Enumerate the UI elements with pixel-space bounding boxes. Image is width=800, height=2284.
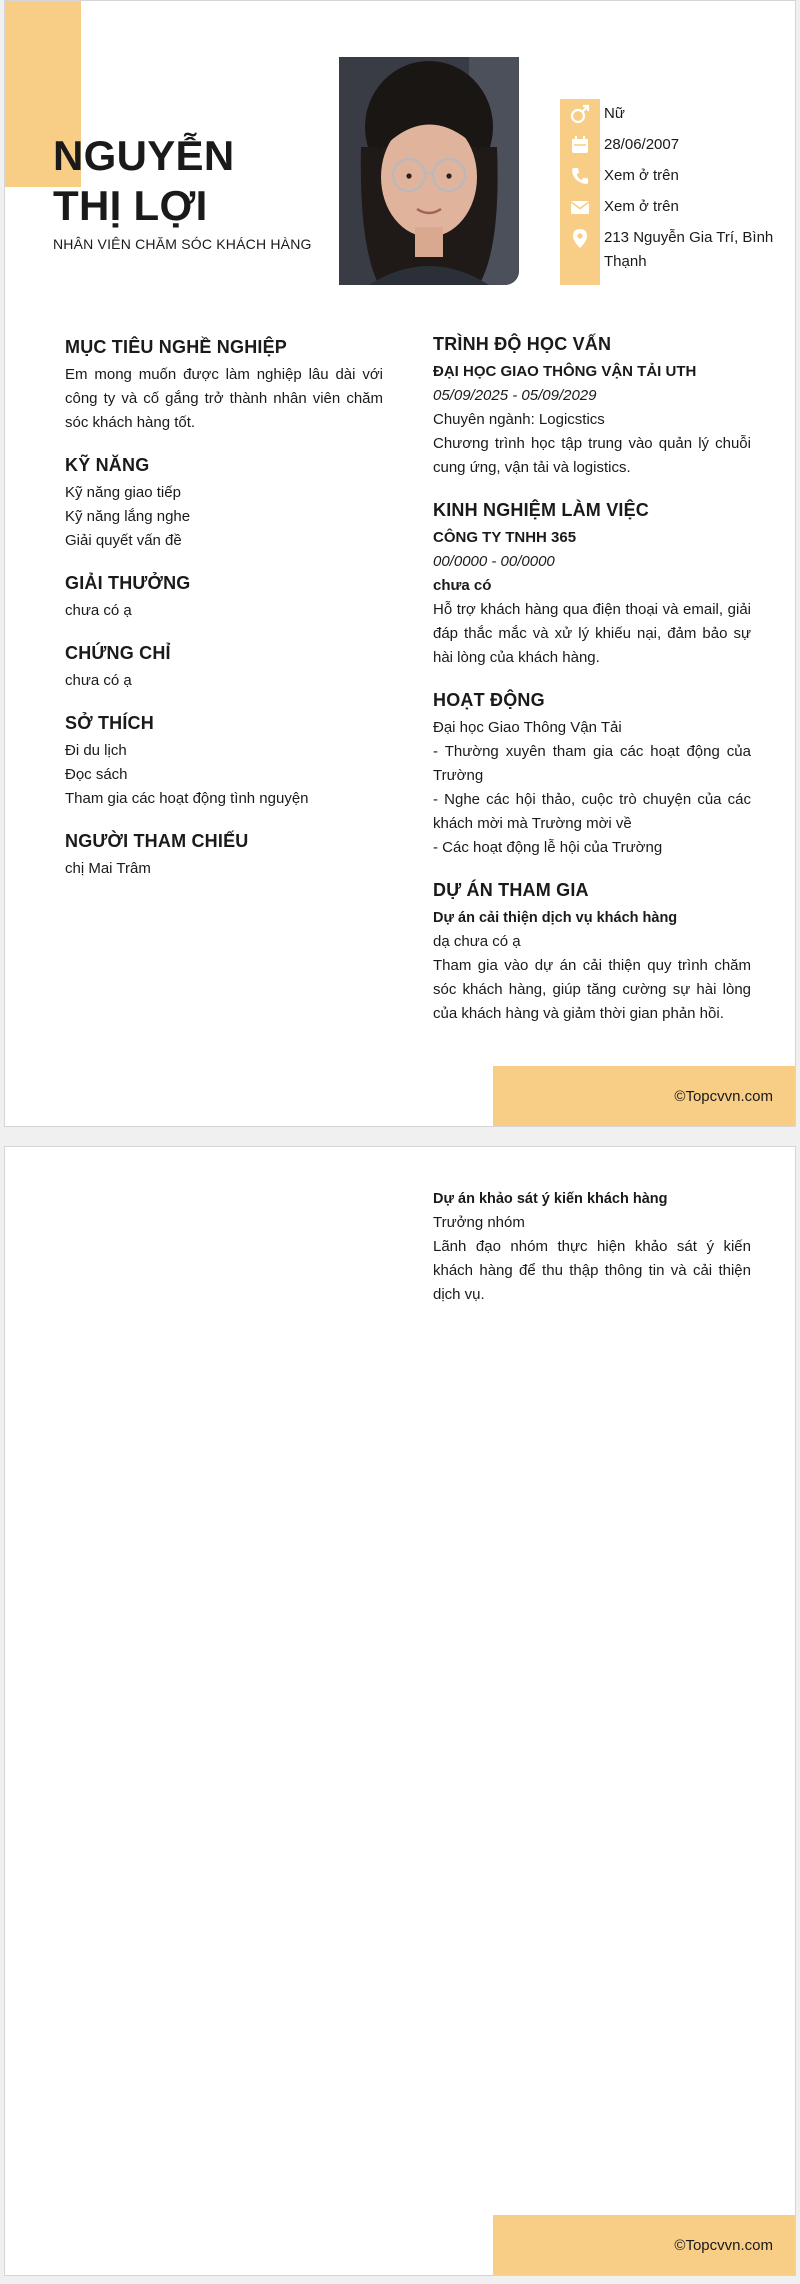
skills-title: KỸ NĂNG [65,455,150,475]
experience-desc: Hỗ trợ khách hàng qua điện thoại và email, giải đáp thắc mắc và xử lý khiếu nại, đảm bảo sự hài lòng của khách hàng. [433,601,751,666]
skill-item: Kỹ năng giao tiếp [65,484,181,501]
education-school: ĐẠI HỌC GIAO THÔNG VẬN TẢI UTH [433,363,697,380]
hobbies-title: SỞ THÍCH [65,713,154,733]
certificates-text: chưa có ạ [65,672,132,689]
certificates-section [65,643,383,693]
projects-section [433,880,751,1026]
education-desc: Chương trình học tập trung vào quản lý chuỗi cung ứng, vận tải và logistics. [433,435,751,476]
projects-continued [433,1187,751,1307]
right-column [433,334,751,1046]
project-2-role: Trưởng nhóm [433,1214,525,1231]
contact-birthdate [560,133,794,157]
gender-icon [560,102,600,126]
activities-org: Đại học Giao Thông Vận Tải [433,719,622,736]
project-1-role: dạ chưa có ạ [433,933,521,950]
awards-title: GIẢI THƯỞNG [65,573,191,593]
activities-title: HOẠT ĐỘNG [433,690,545,710]
activities-section [433,690,751,860]
footer-bar [493,1066,795,1126]
email-value: Xem ở trên [604,198,679,215]
certificates-title: CHỨNG CHỈ [65,643,171,663]
email-icon [560,195,600,219]
references-text: chị Mai Trâm [65,860,151,877]
cv-page-1 [4,0,796,1127]
objective-text: Em mong muốn được làm nghiệp lâu dài với công ty và cố gắng trở thành nhân viên chăm sóc khách hàng tốt. [65,366,383,431]
calendar-icon [560,133,600,157]
references-section [65,831,383,881]
phone-icon [560,164,600,188]
project-2-name: Dự án khảo sát ý kiến khách hàng [433,1191,668,1207]
footer-text: ©Topcvvn.com [674,1087,773,1105]
job-title: NHÂN VIÊN CHĂM SÓC KHÁCH HÀNG [53,236,312,252]
hobby-item: Tham gia các hoạt động tình nguyện [65,790,309,807]
objective-title: MỤC TIÊU NGHỀ NGHIỆP [65,337,288,357]
contact-gender [560,102,794,126]
activity-item: - Các hoạt động lễ hội của Trường [433,839,663,856]
location-icon [560,226,600,250]
hobbies-section [65,713,383,811]
activity-item: - Nghe các hội thảo, cuộc trò chuyện của các khách mời mà Trường mời về [433,791,751,832]
experience-position: chưa có [433,577,492,594]
gender-value: Nữ [604,105,625,122]
contact-email [560,195,794,219]
contact-phone [560,164,794,188]
project-2-desc: Lãnh đạo nhóm thực hiện khảo sát ý kiến khách hàng để thu thập thông tin và cải thiện dịch vụ. [433,1238,751,1303]
references-title: NGƯỜI THAM CHIẾU [65,831,249,851]
experience-company: CÔNG TY TNHH 365 [433,529,577,546]
birthdate-value: 28/06/2007 [604,136,680,153]
education-section [433,334,751,480]
footer-text: ©Topcvvn.com [674,2236,773,2254]
profile-photo [339,57,519,285]
candidate-name: NGUYỄN THỊ LỢI [53,132,235,229]
skills-section [65,455,383,553]
project-1-desc: Tham gia vào dự án cải thiện quy trình chăm sóc khách hàng, giúp tăng cường sự hài lòng của khách hàng và giảm thời gian phản hồi. [433,957,751,1022]
project-1-name: Dự án cải thiện dịch vụ khách hàng [433,910,678,926]
experience-section [433,500,751,670]
awards-text: chưa có ạ [65,602,132,619]
education-major: Chuyên ngành: Logicstics [433,411,605,428]
awards-section [65,573,383,623]
experience-period: 00/0000 - 00/0000 [433,553,555,570]
left-column [65,337,383,901]
skill-item: Giải quyết vấn đề [65,532,182,549]
hobby-item: Đi du lịch [65,742,127,759]
education-title: TRÌNH ĐỘ HỌC VẤN [433,334,612,354]
objective-section [65,337,383,435]
education-period: 05/09/2025 - 05/09/2029 [433,387,597,404]
experience-title: KINH NGHIỆM LÀM VIỆC [433,500,650,520]
activity-item: - Thường xuyên tham gia các hoạt động của Trường [433,743,751,784]
cv-page-2 [4,1146,796,2276]
projects-title: DỰ ÁN THAM GIA [433,880,589,900]
contact-address [560,226,794,274]
phone-value: Xem ở trên [604,167,679,184]
hobby-item: Đọc sách [65,766,128,783]
address-value: 213 Nguyễn Gia Trí, Bình Thạnh [604,229,774,270]
skill-item: Kỹ năng lắng nghe [65,508,191,525]
footer-bar [493,2215,795,2275]
